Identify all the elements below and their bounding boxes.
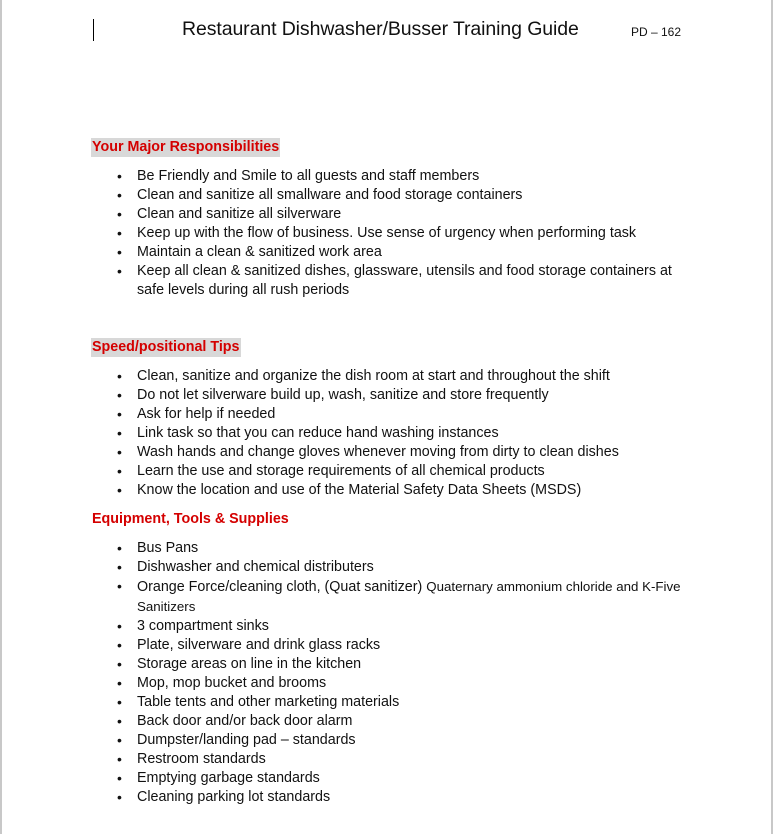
text-cursor bbox=[93, 19, 94, 41]
bullet-icon: • bbox=[117, 225, 122, 241]
bullet-icon: • bbox=[117, 387, 122, 403]
bullet-icon: • bbox=[117, 168, 122, 184]
bullet-icon: • bbox=[117, 482, 122, 498]
bullet-icon: • bbox=[117, 540, 122, 556]
list-item: • Mop, mop bucket and brooms bbox=[117, 675, 327, 691]
list-item: • Dishwasher and chemical distributers bbox=[117, 559, 374, 575]
bullet-icon: • bbox=[117, 406, 122, 422]
bullet-icon: • bbox=[117, 206, 122, 222]
list-item: • Be Friendly and Smile to all guests and staff members bbox=[117, 168, 480, 184]
list-item: • Ask for help if needed bbox=[117, 406, 276, 422]
bullet-icon: • bbox=[117, 368, 122, 384]
bullet-icon: • bbox=[117, 559, 122, 575]
bullet-icon: • bbox=[117, 732, 122, 748]
section-heading-speed-tips: Speed/positional Tips bbox=[92, 339, 240, 355]
page-right-border bbox=[771, 0, 773, 834]
bullet-icon: • bbox=[117, 751, 122, 767]
list-item: • Know the location and use of the Material Safety Data Sheets (MSDS) bbox=[117, 482, 582, 498]
list-item: • Cleaning parking lot standards bbox=[117, 789, 331, 805]
list-item: • Clean, sanitize and organize the dish room at start and throughout the shift bbox=[117, 368, 610, 384]
list-item: • Keep all clean & sanitized dishes, glassware, utensils and food storage containers at safe levels during all rush periods bbox=[117, 263, 672, 298]
list-item: • Learn the use and storage requirements of all chemical products bbox=[117, 463, 545, 479]
bullet-icon: • bbox=[117, 263, 122, 279]
list-item: • Clean and sanitize all silverware bbox=[117, 206, 342, 222]
list-item: • Orange Force/cleaning cloth, (Quat sanitizer) Quaternary ammonium chloride and K-Five Sanitizers bbox=[117, 578, 681, 614]
list-item: • Do not let silverware build up, wash, sanitize and store frequently bbox=[117, 387, 549, 403]
bullet-icon: • bbox=[117, 770, 122, 786]
list-item: • Plate, silverware and drink glass racks bbox=[117, 637, 381, 653]
list-item: • Clean and sanitize all smallware and food storage containers bbox=[117, 187, 523, 203]
list-item: • 3 compartment sinks bbox=[117, 618, 269, 634]
bullet-icon: • bbox=[117, 618, 122, 634]
bullet-icon: • bbox=[117, 578, 122, 594]
list-item: • Dumpster/landing pad – standards bbox=[117, 732, 356, 748]
list-item: • Keep up with the flow of business. Use sense of urgency when performing task bbox=[117, 225, 637, 241]
section-heading-responsibilities: Your Major Responsibilities bbox=[92, 139, 280, 155]
list-item: • Wash hands and change gloves whenever moving from dirty to clean dishes bbox=[117, 444, 619, 460]
bullet-icon: • bbox=[117, 713, 122, 729]
bullet-icon: • bbox=[117, 444, 122, 460]
bullet-icon: • bbox=[117, 187, 122, 203]
document-title: Restaurant Dishwasher/Busser Training Guide bbox=[182, 18, 579, 40]
bullet-icon: • bbox=[117, 425, 122, 441]
bullet-icon: • bbox=[117, 656, 122, 672]
section-heading-equipment: Equipment, Tools & Supplies bbox=[92, 511, 289, 527]
bullet-icon: • bbox=[117, 675, 122, 691]
bullet-icon: • bbox=[117, 694, 122, 710]
list-item: • Link task so that you can reduce hand washing instances bbox=[117, 425, 499, 441]
equipment-list bbox=[0, 539, 697, 807]
responsibilities-list bbox=[0, 167, 697, 300]
list-item: • Maintain a clean & sanitized work area bbox=[117, 244, 382, 260]
bullet-icon: • bbox=[117, 637, 122, 653]
list-item: • Bus Pans bbox=[117, 540, 199, 556]
bullet-icon: • bbox=[117, 789, 122, 805]
list-item: • Back door and/or back door alarm bbox=[117, 713, 353, 729]
list-item: • Storage areas on line in the kitchen bbox=[117, 656, 362, 672]
list-item: • Emptying garbage standards bbox=[117, 770, 320, 786]
list-item: • Table tents and other marketing materials bbox=[117, 694, 400, 710]
list-item: • Restroom standards bbox=[117, 751, 266, 767]
bullet-icon: • bbox=[117, 244, 122, 260]
bullet-icon: • bbox=[117, 463, 122, 479]
speed-tips-list bbox=[0, 367, 697, 500]
document-code: PD – 162 bbox=[631, 25, 682, 39]
